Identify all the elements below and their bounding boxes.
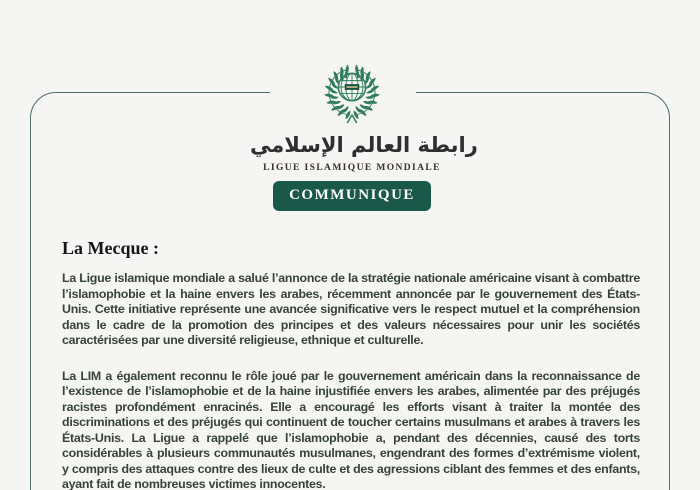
communique-body xyxy=(62,238,640,490)
wreath-globe-icon xyxy=(309,58,395,128)
paragraph-1: La Ligue islamique mondiale a salué l’annonce de la stratégie nationale américaine visant à combattre l’islamophobie et la haine envers les arabes, récemment annoncée par le gouvernement des États-Unis. Cette initiative représente une avancée significative vers le respect mutuel et la compréhension dans le cadre de la promotion des principes et des valeurs nécessaires pour unir les sociétés caractérisées par une diversité religieuse, ethnique et culturelle. xyxy=(62,271,640,347)
communique-banner: COMMUNIQUE xyxy=(273,181,431,211)
paragraph-2: La LIM a également reconnu le rôle joué par le gouvernement américain dans la reconnaissance de l’existence de l’islamophobie et de la haine injustifiée envers les arabes, alimentée par des préjugés racistes profondément enracinés. Elle a encouragé les efforts visant à traiter la montée des discriminations et des préjugés qui continuent de toucher certains musulmans et arabes à travers les États-Unis. La Ligue a rappelé que l’islamophobie a, pendant des décennies, causé des torts considérables à plusieurs communautés musulmanes, engendrant des formes d’extrémisme violent, y compris des attaques contre des lieux de culte et des agressions ciblant des femmes et des enfants, ayant fait de nombreuses victimes innocentes. xyxy=(62,368,640,490)
dateline-heading: La Mecque : xyxy=(62,238,159,258)
arabic-calligraphy-title: رابطة العالم الإسلامي xyxy=(250,133,478,157)
brand-logo-block xyxy=(250,58,478,211)
org-name: LIGUE ISLAMIQUE MONDIALE xyxy=(263,163,441,173)
